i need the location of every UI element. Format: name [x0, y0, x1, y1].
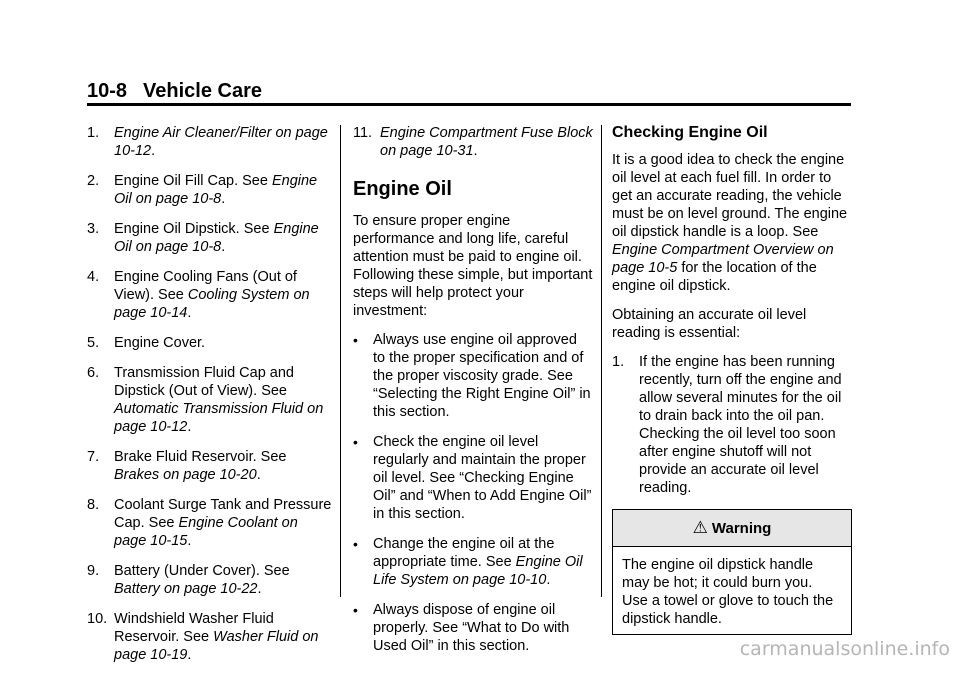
body-text: . [221, 191, 226, 207]
list-number: 9. [87, 563, 100, 579]
list-item [87, 496, 333, 550]
warning-icon: ⚠ [692, 518, 708, 537]
body-text: Windshield Washer Fluid Reservoir. See [114, 611, 274, 645]
bullet-icon: • [353, 434, 358, 450]
accurate-reading-paragraph: Obtaining an accurate oil level reading is essential: [612, 307, 807, 341]
warning-text: The engine oil dipstick handle may be hot; it could burn you. Use a towel or glove to touch the dipstick handle. [622, 557, 834, 627]
cross-reference-link[interactable]: Brakes on page 10-20 [114, 467, 257, 483]
body-text: Check the engine oil level regularly and maintain the proper oil level. See “Checking Engine Oil” and “When to Add Engine Oil” in this section. [373, 434, 592, 522]
cross-reference-link[interactable]: Battery on page 10-22 [114, 581, 258, 597]
list-number: 8. [87, 497, 100, 513]
cross-reference-link[interactable]: Washer Fluid on page 10-19 [114, 629, 319, 663]
body-text: . [221, 239, 226, 255]
cross-reference-link[interactable]: Cooling System on page 10-14 [114, 287, 310, 321]
list-item [87, 220, 333, 256]
column-divider-1 [340, 125, 341, 597]
list-item [87, 172, 333, 208]
step-number: 1. [612, 354, 625, 370]
section-title: Vehicle Care [143, 80, 262, 102]
body-text: . [187, 647, 192, 663]
body-text: It is a good idea to check the engine oil level at each fuel fill. In order to get an accurate reading, the vehicle must be on level ground. The engine oil dipstick handle is a loop. See [612, 152, 848, 240]
warning-title: Warning [711, 520, 772, 537]
checking-oil-heading: Checking Engine Oil [612, 124, 768, 141]
cross-reference-link[interactable]: Engine Oil on page 10-8 [114, 173, 318, 207]
list-number: 10. [87, 611, 108, 627]
page-header [87, 80, 262, 103]
list-number: 3. [87, 221, 100, 237]
page-number: 10-8 [87, 80, 128, 102]
checking-oil-paragraph [612, 151, 854, 295]
body-text: Change the engine oil at the appropriate time. See [373, 536, 555, 570]
body-text: for the location of the engine oil dipstick. [612, 260, 817, 294]
body-text: Battery (Under Cover). See [114, 563, 290, 579]
body-text: Brake Fluid Reservoir. See [114, 449, 287, 465]
step-text: If the engine has been running recently, turn off the engine and allow several minutes for the oil to drain back into the oil pan. Checking the oil level too soon after engine shutoff will not provide an accurate oil level reading. [639, 354, 842, 496]
step-1 [612, 353, 854, 497]
watermark: carmanualsonline.info [739, 638, 950, 660]
list-number: 1. [87, 125, 100, 141]
fuse-block-link[interactable]: Engine Compartment Fuse Block on page 10-31 [380, 125, 593, 159]
body-text: Always use engine oil approved to the proper specification and of the proper viscosity grade. See “Selecting the Right Engine Oil” in this section. [373, 332, 591, 420]
bullet-icon: • [353, 332, 358, 348]
body-text: Engine Cooling Fans (Out of View). See [114, 269, 297, 303]
cross-reference-link[interactable]: Engine Compartment Overview on page 10-5 [612, 242, 834, 276]
list-item [87, 334, 333, 352]
warning-box [612, 509, 852, 635]
body-text: . [187, 419, 192, 435]
list-number: 11. [353, 125, 373, 141]
column-2 [353, 124, 593, 667]
list-number: 2. [87, 173, 100, 189]
body-text: . [187, 533, 192, 549]
body-text: . [546, 572, 551, 588]
body-text: Transmission Fluid Cap and Dipstick (Out of View). See [114, 365, 294, 399]
cross-reference-link[interactable]: Engine Coolant on page 10-15 [114, 515, 298, 549]
body-text: Always dispose of engine oil properly. See “What to Do with Used Oil” in this section. [373, 602, 570, 654]
cross-reference-link[interactable]: Engine Air Cleaner/Filter on page 10-12 [114, 125, 328, 159]
bullet-icon: • [353, 536, 358, 552]
cross-reference-link[interactable]: Engine Oil on page 10-8 [114, 221, 319, 255]
body-text: Engine Oil Fill Cap. See [114, 173, 272, 189]
engine-oil-intro: To ensure proper engine performance and long life, careful attention must be paid to engine oil. Following these simple, but important steps will help protect your investment: [353, 213, 593, 319]
list-item [87, 124, 333, 160]
engine-oil-heading: Engine Oil [353, 178, 452, 200]
list-number: 6. [87, 365, 100, 381]
list-item [87, 364, 333, 436]
list-number: 7. [87, 449, 100, 465]
engine-oil-bullets [353, 331, 593, 655]
body-text: Engine Oil Dipstick. See [114, 221, 274, 237]
bullet-item [353, 433, 593, 523]
body-text: . [256, 467, 261, 483]
list-item [87, 448, 333, 484]
cross-reference-link[interactable]: Automatic Transmission Fluid on page 10-12 [114, 401, 324, 435]
cross-reference-link[interactable]: Engine Oil Life System on page 10-10 [373, 554, 583, 588]
list-item [87, 268, 333, 322]
list-item [87, 562, 333, 598]
body-text: . [257, 581, 262, 597]
body-text: Coolant Surge Tank and Pressure Cap. See [114, 497, 332, 531]
body-text: . [151, 143, 156, 159]
column-3 [612, 124, 854, 635]
list-number: 4. [87, 269, 100, 285]
list-item [87, 610, 333, 664]
bullet-item [353, 331, 593, 421]
bullet-icon: • [353, 602, 358, 618]
warning-header [613, 510, 851, 547]
list-item-11 [353, 124, 593, 160]
body-text: . [187, 305, 192, 321]
bullet-item [353, 535, 593, 589]
list-number: 5. [87, 335, 100, 351]
bullet-item [353, 601, 593, 655]
column-divider-2 [601, 125, 602, 597]
list-period: . [473, 143, 478, 159]
header-rule [87, 103, 851, 106]
column-1 [87, 124, 333, 676]
body-text: Engine Cover. [114, 335, 206, 351]
